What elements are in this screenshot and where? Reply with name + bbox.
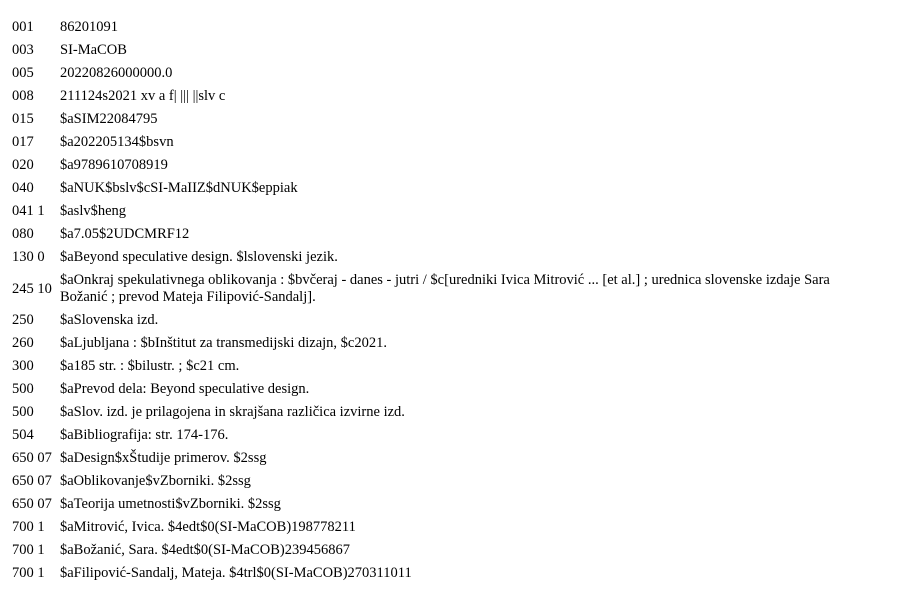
field-tag: 040	[12, 180, 34, 196]
marc-field-row	[12, 154, 880, 177]
field-value: $aOblikovanje$vZborniki. $2ssg	[60, 473, 251, 489]
marc-field-row	[12, 447, 880, 470]
field-value: $aSlov. izd. je prilagojena in skrajšana različica izvirne izd.	[60, 404, 405, 420]
field-value: $a7.05$2UDCMRF12	[60, 226, 190, 242]
field-value: $aSIM22084795	[60, 111, 158, 127]
field-value: $aNUK$bslv$cSI-MaIIZ$dNUK$eppiak	[60, 180, 298, 196]
field-tag: 008	[12, 88, 34, 104]
field-value: 211124s2021 xv a f| ||| ||slv c	[60, 88, 226, 104]
marc-field-row	[12, 16, 880, 39]
marc-field-row	[12, 332, 880, 355]
field-tag: 017	[12, 134, 34, 150]
marc-field-row	[12, 378, 880, 401]
marc-field-row	[12, 401, 880, 424]
marc-field-row	[12, 309, 880, 332]
field-tag: 500	[12, 381, 34, 397]
field-tag: 003	[12, 42, 34, 58]
field-tag: 245 10	[12, 280, 52, 297]
marc-field-row	[12, 470, 880, 493]
field-tag: 650 07	[12, 473, 52, 489]
marc-field-row	[12, 200, 880, 223]
field-tag: 250	[12, 312, 34, 328]
field-value: 86201091	[60, 19, 118, 35]
field-tag: 700 1	[12, 542, 45, 558]
field-value: $aBožanić, Sara. $4edt$0(SI-MaCOB)239456867	[60, 542, 350, 558]
field-value: $aFilipović-Sandalj, Mateja. $4trl$0(SI-MaCOB)270311011	[60, 565, 412, 581]
field-value: 20220826000000.0	[60, 65, 173, 81]
marc-field-row	[12, 62, 880, 85]
field-value: $aBibliografija: str. 174-176.	[60, 427, 229, 443]
field-tag: 650 07	[12, 496, 52, 512]
marc-field-row	[12, 424, 880, 447]
field-value: $aLjubljana : $bInštitut za transmedijski dizajn, $c2021.	[60, 335, 387, 351]
field-tag: 020	[12, 157, 34, 173]
field-tag: 001	[12, 19, 34, 35]
field-tag: 700 1	[12, 565, 45, 581]
field-value: $a202205134$bsvn	[60, 134, 174, 150]
marc-field-row	[12, 516, 880, 539]
field-tag: 260	[12, 335, 34, 351]
field-value: $aBeyond speculative design. $lslovenski jezik.	[60, 249, 338, 265]
field-tag: 130 0	[12, 249, 45, 265]
field-tag: 080	[12, 226, 34, 242]
marc-field-row	[12, 355, 880, 378]
field-tag: 500	[12, 404, 34, 420]
field-tag: 005	[12, 65, 34, 81]
field-tag: 300	[12, 358, 34, 374]
marc-field-row	[12, 85, 880, 108]
field-tag: 650 07	[12, 450, 52, 466]
field-value: SI-MaCOB	[60, 42, 127, 58]
marc-field-row	[12, 223, 880, 246]
field-value: $aOnkraj spekulativnega oblikovanja : $bvčeraj - danes - jutri / $c[uredniki Ivica Mitrović ... [et al.] ; urednica slovenske izdaje Sara Božanić ; prevod Mateja Filipović-Sandalj].	[60, 272, 830, 305]
field-value: $aMitrović, Ivica. $4edt$0(SI-MaCOB)198778211	[60, 519, 356, 535]
marc-field-row	[12, 246, 880, 269]
marc-field-row	[12, 539, 880, 562]
field-value: $aSlovenska izd.	[60, 312, 159, 328]
field-value: $aTeorija umetnosti$vZborniki. $2ssg	[60, 496, 281, 512]
marc-field-row	[12, 269, 880, 309]
field-tag: 504	[12, 427, 34, 443]
marc-field-row	[12, 562, 880, 585]
field-value: $a185 str. : $bilustr. ; $c21 cm.	[60, 358, 240, 374]
field-tag: 015	[12, 111, 34, 127]
marc-field-row	[12, 108, 880, 131]
field-value: $aPrevod dela: Beyond speculative design.	[60, 381, 310, 397]
field-tag: 700 1	[12, 519, 45, 535]
field-value: $aDesign$xŠtudije primerov. $2ssg	[60, 450, 267, 466]
marc-record-table	[10, 16, 882, 585]
marc-field-row	[12, 177, 880, 200]
field-value: $a9789610708919	[60, 157, 168, 173]
field-tag: 041 1	[12, 203, 45, 219]
marc-field-row	[12, 39, 880, 62]
marc-field-row	[12, 131, 880, 154]
marc-field-row	[12, 493, 880, 516]
field-value: $aslv$heng	[60, 203, 127, 219]
